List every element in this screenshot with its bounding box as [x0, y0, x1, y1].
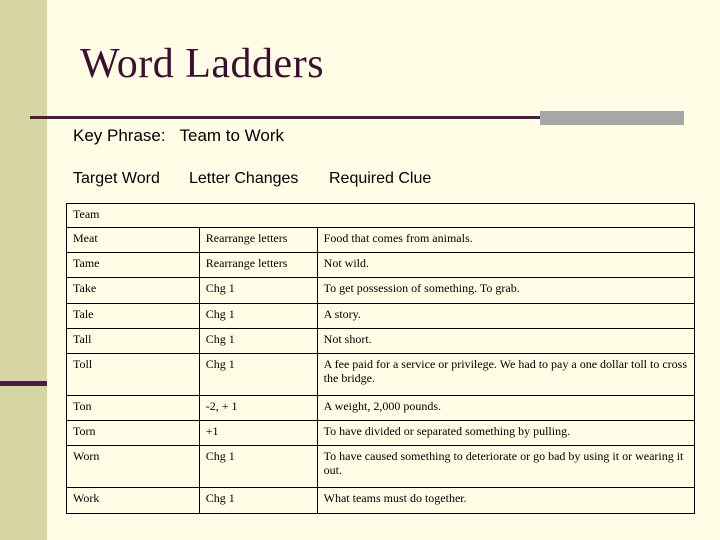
word-ladder-table: [66, 203, 695, 514]
key-phrase-value: Team to Work: [179, 126, 285, 145]
table-row: [67, 396, 695, 421]
target-word-cell: Toll: [67, 354, 200, 396]
table-row: [67, 278, 695, 304]
target-word-cell: Tame: [67, 253, 200, 278]
letter-change-cell: Chg 1: [199, 304, 317, 329]
letter-change-cell: -2, + 1: [199, 396, 317, 421]
clue-cell: Not wild.: [317, 253, 694, 278]
letter-change-cell: Chg 1: [199, 278, 317, 304]
title-underline: [30, 116, 540, 119]
clue-cell: What teams must do together.: [317, 488, 694, 514]
letter-change-cell: Rearrange letters: [199, 228, 317, 253]
table-row: [67, 304, 695, 329]
title-underline-accent: [540, 111, 684, 125]
left-decorative-band: [0, 0, 47, 540]
header-target-word: Target Word: [73, 170, 160, 187]
table-row: [67, 446, 695, 488]
letter-change-cell: Chg 1: [199, 488, 317, 514]
target-word-cell: Tall: [67, 329, 200, 354]
clue-cell: To get possession of something. To grab.: [317, 278, 694, 304]
clue-cell: Food that comes from animals.: [317, 228, 694, 253]
letter-change-cell: Chg 1: [199, 446, 317, 488]
letter-change-cell: Rearrange letters: [199, 253, 317, 278]
clue-cell: A fee paid for a service or privilege. We had to pay a one dollar toll to cross the bridge.: [317, 354, 694, 396]
clue-cell: Not short.: [317, 329, 694, 354]
clue-cell: A weight, 2,000 pounds.: [317, 396, 694, 421]
table-row: [67, 488, 695, 514]
start-word: Team: [67, 204, 695, 228]
clue-cell: To have divided or separated something by pulling.: [317, 421, 694, 446]
target-word-cell: Take: [67, 278, 200, 304]
table-row: [67, 253, 695, 278]
left-accent-bar: [0, 381, 47, 386]
table-row: [67, 354, 695, 396]
letter-change-cell: Chg 1: [199, 354, 317, 396]
key-phrase-label: Key Phrase:: [73, 126, 166, 145]
table-row: [67, 421, 695, 446]
target-word-cell: Worn: [67, 446, 200, 488]
target-word-cell: Torn: [67, 421, 200, 446]
clue-cell: A story.: [317, 304, 694, 329]
clue-cell: To have caused something to deteriorate or go bad by using it or wearing it out.: [317, 446, 694, 488]
target-word-cell: Meat: [67, 228, 200, 253]
start-row: [67, 204, 695, 228]
letter-change-cell: Chg 1: [199, 329, 317, 354]
letter-change-cell: +1: [199, 421, 317, 446]
slide-title: Word Ladders: [80, 41, 325, 87]
target-word-cell: Tale: [67, 304, 200, 329]
target-word-cell: Ton: [67, 396, 200, 421]
table-row: [67, 228, 695, 253]
header-letter-changes: Letter Changes: [189, 170, 299, 187]
target-word-cell: Work: [67, 488, 200, 514]
key-phrase: [73, 126, 284, 146]
table-row: [67, 329, 695, 354]
header-required-clue: Required Clue: [329, 170, 432, 187]
